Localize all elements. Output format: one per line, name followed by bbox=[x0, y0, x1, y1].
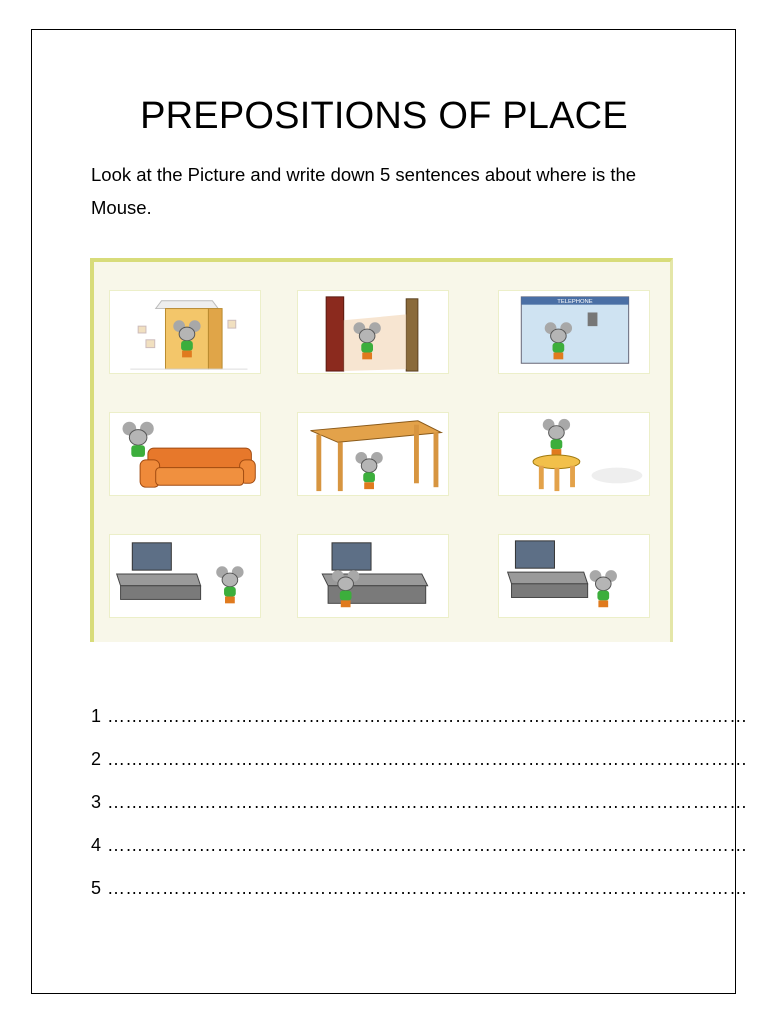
mouse-on-stool-icon bbox=[498, 412, 650, 496]
answer-dots: …………………………………………………………………………………………… bbox=[107, 706, 748, 726]
answer-line-2[interactable] bbox=[91, 749, 748, 770]
mouse-behind-sofa-icon bbox=[109, 412, 261, 496]
answer-dots: …………………………………………………………………………………………… bbox=[107, 878, 748, 898]
answer-line-5[interactable] bbox=[91, 878, 748, 899]
mouse-between-books-icon bbox=[297, 290, 449, 374]
answer-number: 4 bbox=[91, 835, 102, 855]
answer-number: 3 bbox=[91, 792, 102, 812]
answer-dots: …………………………………………………………………………………………… bbox=[107, 792, 748, 812]
answer-number: 1 bbox=[91, 706, 102, 726]
mouse-under-table-icon bbox=[297, 412, 449, 496]
answer-line-4[interactable] bbox=[91, 835, 748, 856]
prepositions-picture bbox=[90, 258, 673, 642]
mouse-in-front-of-tv-icon bbox=[297, 534, 449, 618]
instructions-text: Look at the Picture and write down 5 sentences about where is the Mouse. bbox=[91, 164, 637, 218]
answer-number: 2 bbox=[91, 749, 102, 769]
answer-line-1[interactable] bbox=[91, 706, 748, 727]
answer-number: 5 bbox=[91, 878, 102, 898]
mouse-next-to-tv-icon bbox=[109, 534, 261, 618]
mouse-beside-tv-icon bbox=[498, 534, 650, 618]
answer-dots: …………………………………………………………………………………………… bbox=[107, 749, 748, 769]
mouse-in-phone-booth-icon bbox=[498, 290, 650, 374]
answer-line-3[interactable] bbox=[91, 792, 748, 813]
phone-booth-sign: TELEPHONE bbox=[557, 299, 593, 306]
mouse-in-doorway-icon bbox=[109, 290, 261, 374]
page-title: PREPOSITIONS OF PLACE bbox=[140, 95, 628, 137]
answer-dots: …………………………………………………………………………………………… bbox=[107, 835, 748, 855]
